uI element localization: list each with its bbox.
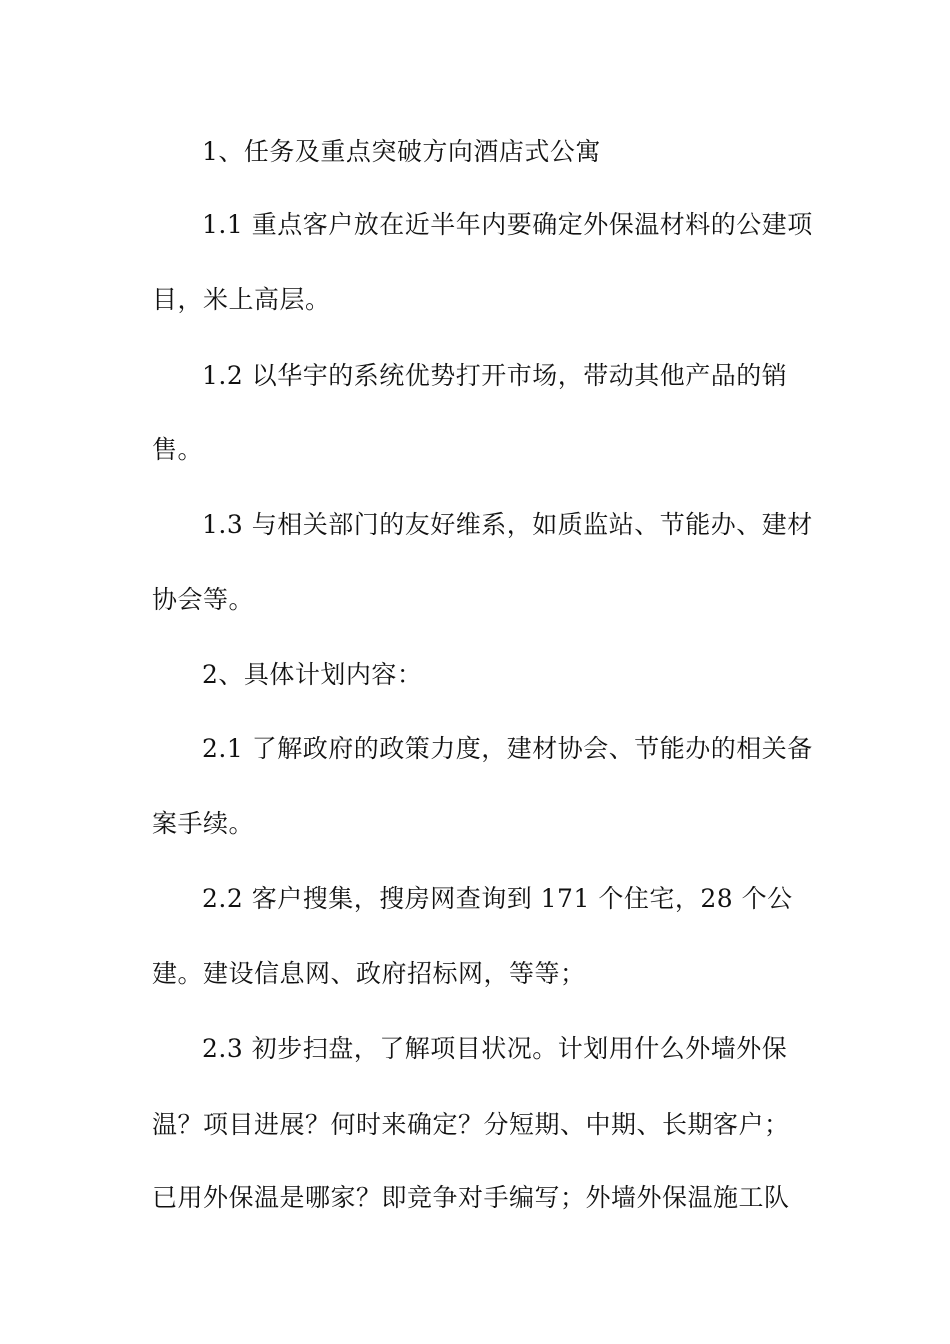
paragraph-2-3-line-1: 2.3 初步扫盘，了解项目状况。计划用什么外墙外保 [202,1034,788,1063]
paragraph-1-1-line-1: 1.1 重点客户放在近半年内要确定外保温材料的公建项 [202,210,813,239]
paragraph-1-2-line-2: 售。 [152,435,204,464]
heading-1: 1、任务及重点突破方向酒店式公寓 [202,137,601,166]
heading-2: 2、具体计划内容： [202,660,423,689]
paragraph-1-2-line-1: 1.2 以华宇的系统优势打开市场，带动其他产品的销 [202,361,788,390]
paragraph-2-1-line-2: 案手续。 [152,809,255,838]
paragraph-2-2-line-2: 建。建设信息网、政府招标网，等等； [152,959,586,988]
paragraph-1-3-line-2: 协会等。 [152,585,255,614]
paragraph-1-3-line-1: 1.3 与相关部门的友好维系，如质监站、节能办、建材 [202,510,813,539]
paragraph-1-1-line-2: 目，米上高层。 [152,285,331,314]
paragraph-2-3-line-3: 已用外保温是哪家？即竞争对手编写；外墙外保温施工队 [152,1183,790,1212]
paragraph-2-1-line-1: 2.1 了解政府的政策力度，建材协会、节能办的相关备 [202,734,813,763]
paragraph-2-3-line-2: 温？项目进展？何时来确定？分短期、中期、长期客户； [152,1110,790,1139]
paragraph-2-2-line-1: 2.2 客户搜集，搜房网查询到 171 个住宅，28 个公 [202,884,793,913]
